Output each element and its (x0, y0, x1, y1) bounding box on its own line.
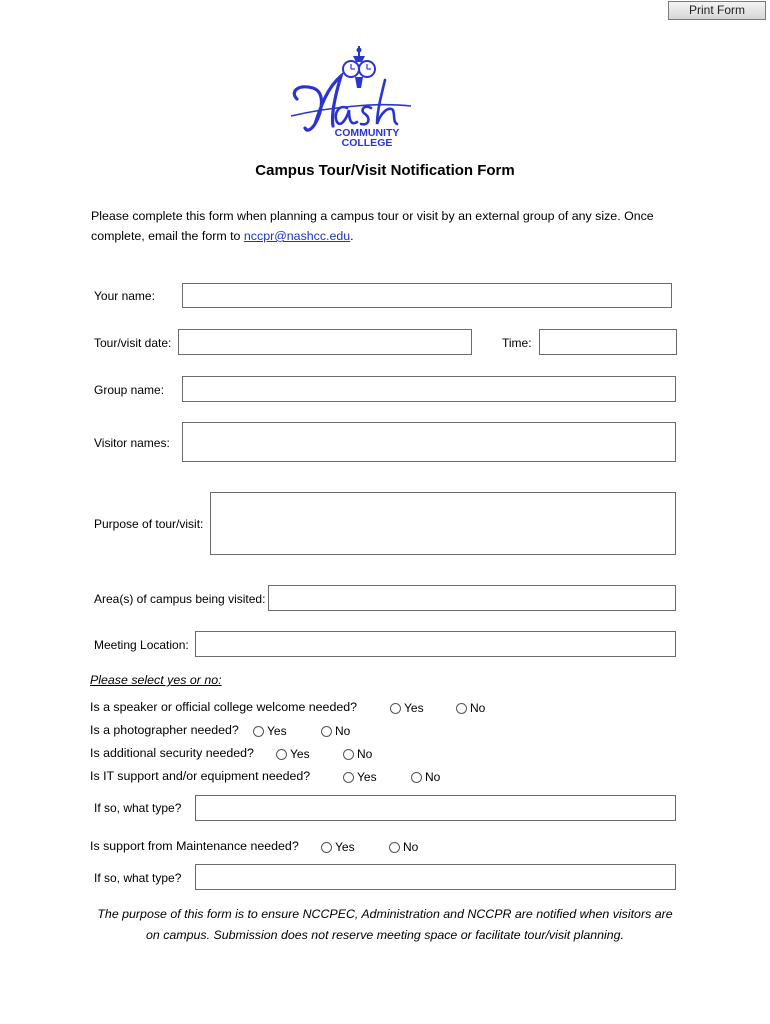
yes-label: Yes (404, 701, 424, 715)
meeting-location-label: Meeting Location: (94, 638, 189, 652)
maintenance-type-label: If so, what type? (94, 871, 182, 885)
photographer-question: Is a photographer needed? (90, 723, 239, 737)
it-no-option[interactable] (411, 770, 440, 784)
yes-label: Yes (335, 840, 355, 854)
no-label: No (357, 747, 373, 761)
it-type-label: If so, what type? (94, 801, 182, 815)
purpose-label: Purpose of tour/visit: (94, 517, 204, 531)
radio-icon[interactable] (276, 749, 287, 760)
areas-label: Area(s) of campus being visited: (94, 592, 266, 606)
yes-label: Yes (267, 724, 287, 738)
footer-line-2: on campus. Submission does not reserve meeting space or facilitate tour/visit planning. (146, 928, 624, 942)
radio-icon[interactable] (389, 842, 400, 853)
radio-icon[interactable] (253, 726, 264, 737)
security-yes-option[interactable] (276, 747, 310, 761)
group-name-input[interactable] (182, 376, 676, 402)
meeting-location-input[interactable] (195, 631, 676, 657)
maintenance-question: Is support from Maintenance needed? (90, 839, 299, 853)
yes-label: Yes (290, 747, 310, 761)
footer-line-1: The purpose of this form is to ensure NCCPEC, Administration and NCCPR are notified when visitors are (97, 907, 673, 921)
speaker-yes-option[interactable] (390, 701, 424, 715)
security-no-option[interactable] (343, 747, 372, 761)
radio-icon[interactable] (343, 749, 354, 760)
photographer-yes-option[interactable] (253, 724, 287, 738)
logo-college: COLLEGE (341, 137, 393, 149)
maintenance-type-input[interactable] (195, 864, 676, 890)
radio-icon[interactable] (343, 772, 354, 783)
it-type-input[interactable] (195, 795, 676, 821)
email-link[interactable]: nccpr@nashcc.edu (243, 229, 351, 243)
photographer-no-option[interactable] (321, 724, 350, 738)
radio-icon[interactable] (456, 703, 467, 714)
tour-date-label: Tour/visit date: (94, 336, 172, 350)
radio-icon[interactable] (390, 703, 401, 714)
it-yes-option[interactable] (343, 770, 377, 784)
speaker-no-option[interactable] (456, 701, 485, 715)
areas-input[interactable] (268, 585, 676, 611)
college-logo (285, 44, 415, 150)
no-label: No (470, 701, 486, 715)
no-label: No (403, 840, 419, 854)
yes-label: Yes (357, 770, 377, 784)
print-form-button[interactable]: Print Form (668, 1, 766, 20)
tour-date-input[interactable] (178, 329, 472, 355)
logo-community: COMMUNITY (334, 127, 400, 139)
visitor-names-input[interactable] (182, 422, 676, 462)
radio-icon[interactable] (411, 772, 422, 783)
security-question: Is additional security needed? (90, 746, 254, 760)
your-name-input[interactable] (182, 283, 672, 308)
intro-end: . (350, 229, 354, 243)
visitor-names-label: Visitor names: (94, 436, 170, 450)
your-name-label: Your name: (94, 289, 155, 303)
no-label: No (335, 724, 351, 738)
speaker-question: Is a speaker or official college welcome needed? (90, 700, 358, 714)
time-label: Time: (502, 336, 532, 350)
radio-icon[interactable] (321, 842, 332, 853)
page-title: Campus Tour/Visit Notification Form (255, 162, 515, 179)
radio-icon[interactable] (321, 726, 332, 737)
no-label: No (425, 770, 441, 784)
purpose-input[interactable] (210, 492, 676, 555)
time-input[interactable] (539, 329, 677, 355)
maintenance-yes-option[interactable] (321, 840, 355, 854)
it-question: Is IT support and/or equipment needed? (90, 769, 311, 783)
group-name-label: Group name: (94, 383, 165, 397)
intro-text: Please complete this form when planning a campus tour or visit by an external group of any size. Once complete, email the form to (91, 209, 654, 243)
footer-note (60, 904, 710, 946)
maintenance-no-option[interactable] (389, 840, 418, 854)
intro-paragraph (91, 206, 691, 246)
select-yes-no-heading: Please select yes or no: (90, 673, 222, 687)
